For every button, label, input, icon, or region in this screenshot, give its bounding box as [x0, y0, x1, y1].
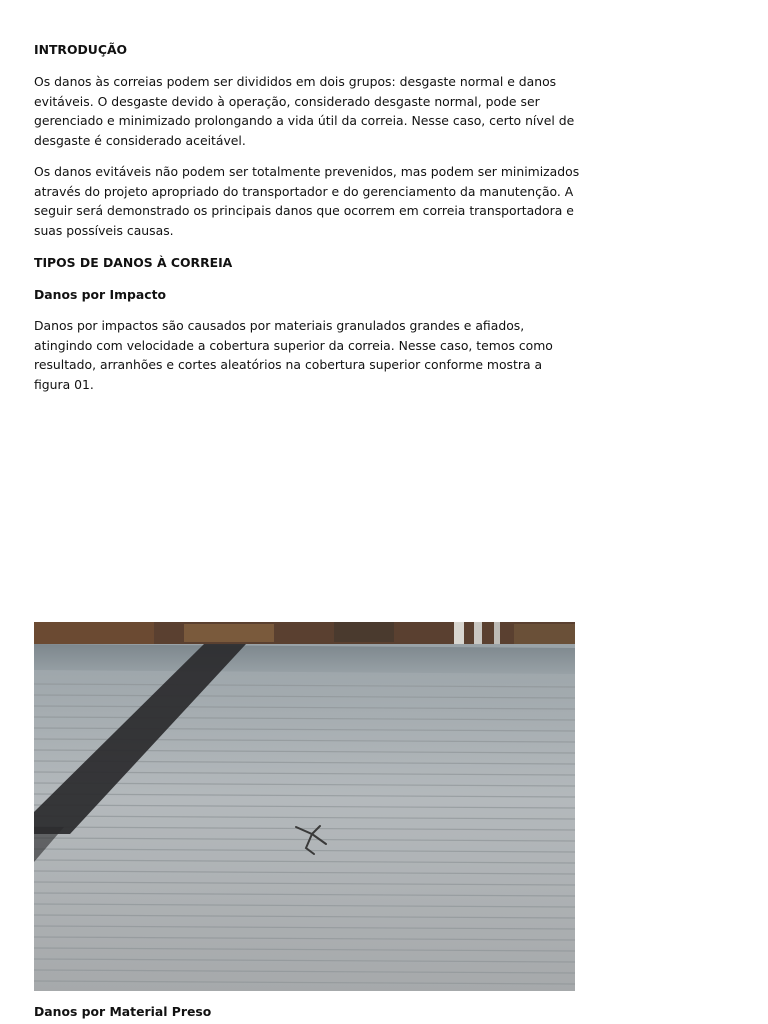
intro-paragraph-2: Os danos evitáveis não podem ser totalmente prevenidos, mas podem ser minimizados através do projeto apropriado do transportador e do gerenciamento da manutenção. A seguir será demonstrado os principais danos que ocorrem em correia transportadora e suas possíveis causas.	[34, 164, 580, 239]
types-heading: TIPOS DE DANOS À CORREIA	[34, 255, 233, 270]
belt-photo-illustration	[34, 622, 575, 991]
intro-heading: INTRODUÇÃO	[34, 42, 128, 57]
intro-paragraph-1: Os danos às correias podem ser divididos em dois grupos: desgaste normal e danos evitáveis. O desgaste devido à operação, considerado desgaste normal, pode ser gerenciado e minimizado prolongando a vida útil da correia. Nesse caso, certo nível de desgaste é considerado aceitável.	[34, 74, 575, 149]
trapped-material-heading: Danos por Material Preso	[34, 1004, 212, 1019]
impact-heading: Danos por Impacto	[34, 287, 167, 302]
conveyor-belt-photo	[34, 622, 575, 991]
impact-paragraph: Danos por impactos são causados por materiais granulados grandes e afiados, atingindo com velocidade a cobertura superior da correia. Nesse caso, temos como resultado, arranhões e cortes aleatórios na cobertura superior conforme mostra a figura 01.	[34, 318, 553, 393]
